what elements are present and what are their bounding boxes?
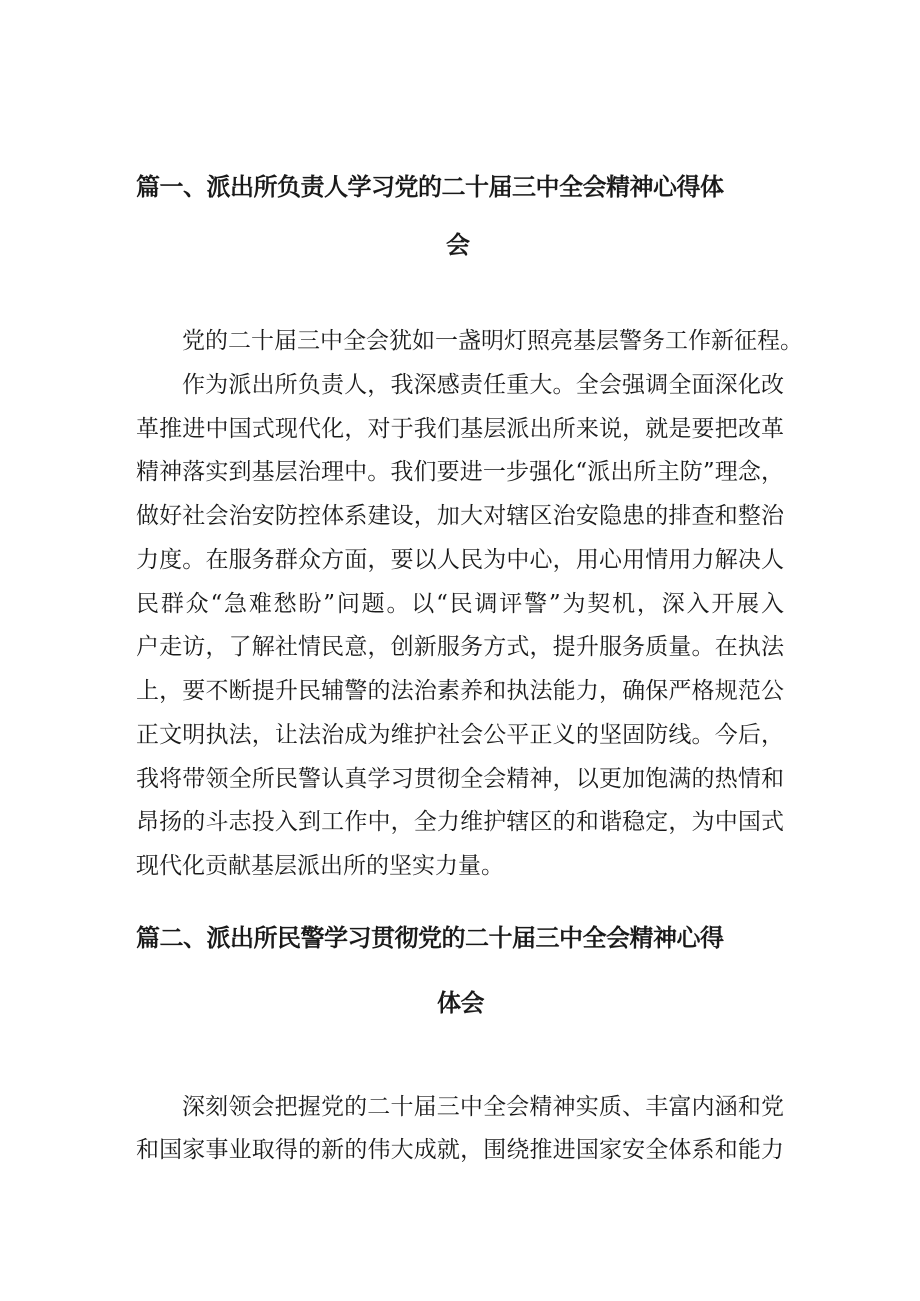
section-1-paragraph-line: 我将带领全所民警认真学习贯彻全会精神，以更加饱满的热情和 [136,766,784,792]
section-1-paragraph-line: 精神落实到基层治理中。我们要进一步强化“派出所主防”理念， [136,459,784,485]
section-1-paragraph-line: 昂扬的斗志投入到工作中，全力维护辖区的和谐稳定，为中国式 [136,809,784,835]
section-1-title-line-2: 会 [446,231,470,259]
section-1-paragraph-line: 户走访，了解社情民意，创新服务方式，提升服务质量。在执法 [136,634,784,660]
section-1-paragraph-line: 民群众“急难愁盼”问题。以“民调评警”为契机，深入开展入 [136,591,784,617]
section-1-paragraph-line: 现代化贡献基层派出所的坚实力量。 [136,853,504,879]
section-2-title-line-1: 篇二、派出所民警学习贯彻党的二十届三中全会精神心得 [136,924,724,952]
section-1-paragraph-line: 正文明执法，让法治成为维护社会公平正义的坚固防线。今后， [136,722,784,748]
section-1-paragraph-line: 革推进中国式现代化，对于我们基层派出所来说，就是要把改革 [136,416,784,442]
section-1-paragraph-line: 党的二十届三中全会犹如一盏明灯照亮基层警务工作新征程。 [182,328,803,354]
section-1-paragraph-line: 力度。在服务群众方面，要以人民为中心，用心用情用力解决人 [136,547,784,573]
section-1-title-line-1: 篇一、派出所负责人学习党的二十届三中全会精神心得体 [136,173,724,201]
section-1-paragraph-line: 作为派出所负责人，我深感责任重大。全会强调全面深化改 [182,372,784,398]
section-2-paragraph-line: 深刻领会把握党的二十届三中全会精神实质、丰富内涵和党 [182,1094,784,1120]
section-1-paragraph-line: 做好社会治安防控体系建设，加大对辖区治安隐患的排查和整治 [136,503,784,529]
section-2-paragraph-line: 和国家事业取得的新的伟大成就，围绕推进国家安全体系和能力 [136,1137,784,1163]
section-1-paragraph-line: 上，要不断提升民辅警的法治素养和执法能力，确保严格规范公 [136,678,784,704]
section-2-title-line-2: 体会 [437,989,484,1017]
